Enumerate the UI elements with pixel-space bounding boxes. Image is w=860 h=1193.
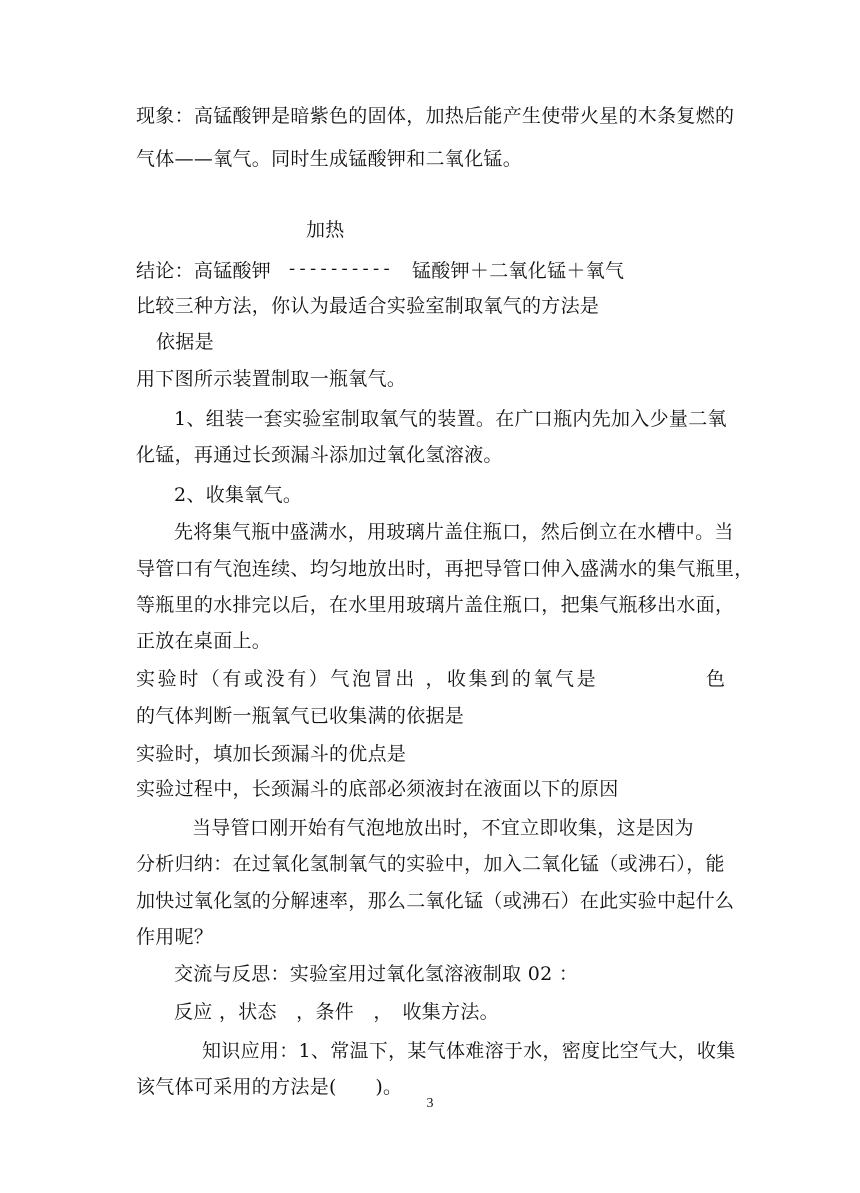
text-line: 分析归纳：在过氧化氢制氧气的实验中，加入二氧化锰（或沸石），能: [136, 853, 725, 875]
text-line: 依据是: [156, 331, 214, 353]
text-line: 该气体可采用的方法是( )。: [136, 1076, 403, 1098]
text-line: 先将集气瓶中盛满水，用玻璃片盖住瓶口，然后倒立在水槽中。当: [174, 521, 734, 543]
text-line: 反应 ，状态 ，条件 ， 收集方法。: [174, 1001, 499, 1023]
text-line: 现象：高锰酸钾是暗紫色的固体，加热后能产生使带火星的木条复燃的: [136, 105, 735, 127]
text-line: 知识应用：1、常温下，某气体难溶于水，密度比空气大，收集: [202, 1040, 736, 1062]
text-line: 导管口有气泡连续、均匀地放出时，再把导管口伸入盛满水的集气瓶里，: [136, 558, 754, 580]
text-line: 实验时，填加长颈漏斗的优点是: [136, 743, 407, 765]
text-line: 等瓶里的水排完以后，在水里用玻璃片盖住瓶口，把集气瓶移出水面，: [136, 594, 735, 616]
text-line: 色: [706, 668, 726, 690]
page-number: 3: [426, 1096, 434, 1111]
reaction-arrow: ----------: [287, 261, 393, 280]
text-line: 的气体判断一瓶氧气已收集满的依据是: [136, 705, 465, 727]
reaction-condition-label: 加热: [306, 219, 345, 241]
text-line: 比较三种方法，你认为最适合实验室制取氧气的方法是: [136, 295, 600, 317]
text-line: 气体——氧气。同时生成锰酸钾和二氧化锰。: [136, 148, 523, 170]
text-line: 实验过程中，长颈漏斗的底部必须液封在液面以下的原因: [136, 778, 619, 800]
text-line: 正放在桌面上。: [136, 630, 272, 652]
text-line: 加快过氧化氢的分解速率，那么二氧化锰（或沸石）在此实验中起什么: [136, 890, 735, 912]
text-line: 2、收集氧气。: [174, 484, 303, 506]
text-line: 1、组装一套实验室制取氧气的装置。在广口瓶内先加入少量二氧: [174, 408, 727, 430]
text-line: 锰酸钾＋二氧化锰＋氧气: [412, 260, 625, 282]
text-line: 作用呢？: [136, 926, 214, 948]
text-line: 交流与反思：实验室用过氧化氢溶液制取 02 ：: [174, 963, 579, 985]
text-line: 用下图所示装置制取一瓶氧气。: [136, 368, 407, 390]
text-line: 结论：高锰酸钾: [136, 260, 272, 282]
text-line: 当导管口刚开始有气泡地放出时，不宜立即收集，这是因为: [192, 817, 694, 839]
text-line: 化锰，再通过长颈漏斗添加过氧化氢溶液。: [136, 444, 503, 466]
text-line: 实验时（有或没有）气泡冒出 ，收集到的氧气是: [136, 668, 599, 690]
